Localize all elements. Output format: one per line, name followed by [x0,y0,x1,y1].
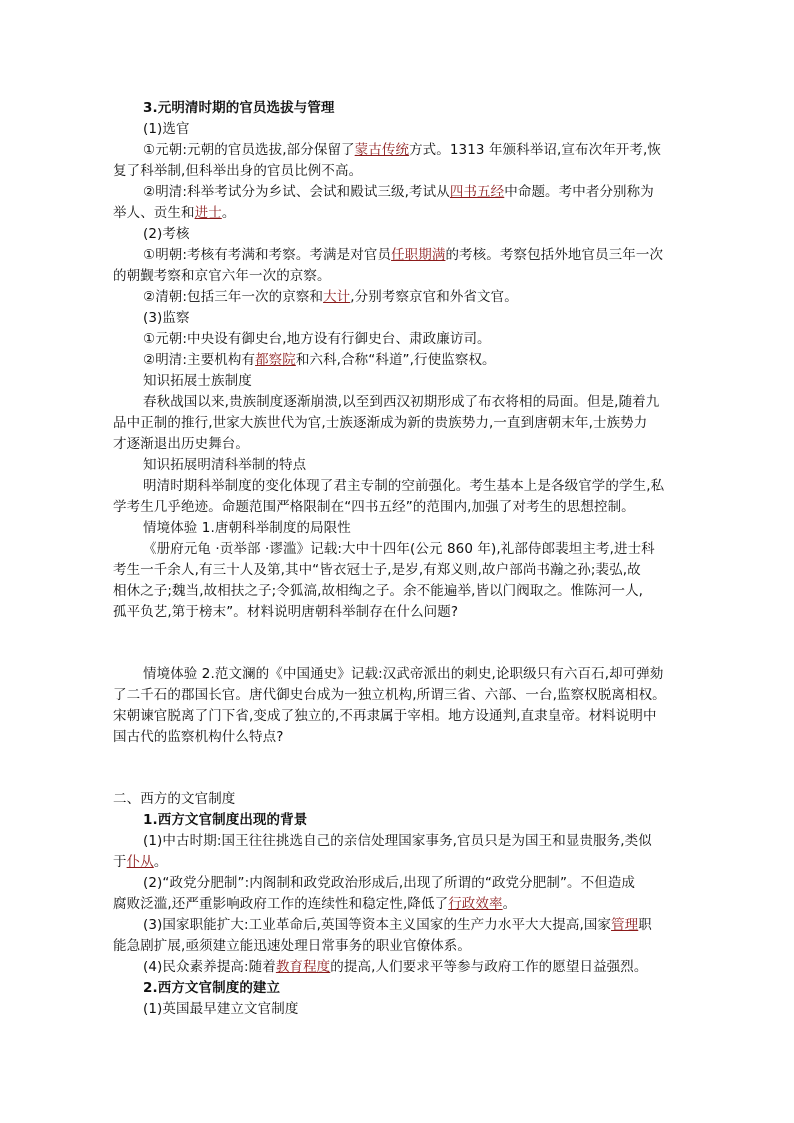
paragraph-line: ①明朝:考核有考满和考察。考满是对官员任职期满的考核。考察包括外地官员三年一次 [143,247,664,263]
paragraph-line: ②明清:科举考试分为乡试、会试和殿试三级,考试从四书五经中命题。考中者分别称为 [143,184,654,200]
paragraph-line: 复了科举制,但科举出身的官员比例不高。 [113,163,363,179]
paragraph-line: (2)“政党分肥制”:内阁制和政党政治形成后,出现了所谓的“政党分肥制”。不但造成 [143,875,636,891]
paragraph-line: 腐败泛滥,还严重影响政府工作的连续性和稳定性,降低了行政效率。 [113,896,517,912]
paragraph-line: 相休之子;魏当,故相扶之子;令狐滈,故相绹之子。余不能遍举,皆以门阀取之。惟陈河一人, [113,583,644,599]
paragraph-line: 孤平负艺,第于榜末”。材料说明唐朝科举制存在什么问题? [113,604,459,620]
case-title: 情境体验 2.范文澜的《中国通史》记载:汉武帝派出的刺史,论职级只有六百石,却可弹劾 [143,666,664,682]
paragraph-line: 举人、贡生和进士。 [113,205,236,221]
paragraph-line: ②清朝:包括三年一次的京察和大计,分别考察京官和外省文官。 [143,289,518,305]
highlight-term: 管理 [611,917,639,933]
highlight-term: 进士 [194,205,222,221]
paragraph-line: 品中正制的推行,世家大族世代为官,士族逐渐成为新的贵族势力,一直到唐朝末年,士族势力 [113,415,648,431]
highlight-term: 行政效率 [448,896,503,912]
paragraph-line: 的朝觐考察和京官六年一次的京察。 [113,268,331,284]
paragraph-line: 宋朝谏官脱离了门下省,变成了独立的,不再隶属于宰相。地方设通判,直隶皇帝。材料说明中 [113,708,657,724]
paragraph-line: 明清时期科举制度的变化体现了君主专制的空前强化。考生基本上是各级官学的学生,私 [143,478,665,494]
paragraph-line: ②明清:主要机构有都察院和六科,合称“科道”,行使监察权。 [143,352,496,368]
paragraph-line: (3)国家职能扩大:工业革命后,英国等资本主义国家的生产力水平大大提高,国家管理职 [143,917,652,933]
subsection-heading: (1)英国最早建立文官制度 [143,1001,299,1017]
highlight-term: 四书五经 [449,184,505,200]
paragraph-line: 于仆从。 [113,854,168,870]
extension-title: 知识拓展士族制度 [143,373,252,389]
part-heading: 二、西方的文官制度 [113,791,236,807]
paragraph-line: 春秋战国以来,贵族制度逐渐崩溃,以至到西汉初期形成了布衣将相的局面。但是,随着九 [143,394,660,410]
section-title: 3.元明清时期的官员选拔与管理 [143,100,335,116]
paragraph-line: 能急剧扩展,亟须建立能迅速处理日常事务的职业官僚体系。 [113,938,471,954]
highlight-term: 大计 [323,289,351,305]
paragraph-line: 考生一千余人,有三十人及第,其中“皆衣冠士子,是岁,有郑义则,故户部尚书瀚之孙;裴弘,故 [113,562,641,578]
section-title: 1.西方文官制度出现的背景 [143,812,308,828]
paragraph-line: ①元朝:中央设有御史台,地方设有行御史台、肃政廉访司。 [143,331,491,347]
paragraph-line: 了二千石的郡国长官。唐代御史台成为一独立机构,所谓三省、六部、一台,监察权脱离相权。 [113,687,666,703]
subsection-heading: (3)监察 [143,310,190,326]
highlight-term: 仆从 [126,854,154,870]
case-title: 情境体验 1.唐朝科举制度的局限性 [143,520,351,536]
subsection-heading: (1)选官 [143,121,190,137]
highlight-term: 任职期满 [391,247,446,263]
highlight-term: 都察院 [255,352,296,368]
paragraph-line: 《册府元龟 ·贡举部 ·谬滥》记载:大中十四年(公元 860 年),礼部侍郎裴坦主考,进士科 [143,541,655,557]
paragraph-line: (4)民众素养提高:随着教育程度的提高,人们要求平等参与政府工作的愿望日益强烈。 [143,959,648,975]
highlight-term: 教育程度 [275,959,331,975]
extension-title: 知识拓展明清科举制的特点 [143,457,307,473]
highlight-term: 蒙古传统 [354,142,410,158]
paragraph-line: ①元朝:元朝的官员选拔,部分保留了蒙古传统方式。1313 年颁科举诏,宣布次年开考,恢 [143,142,661,158]
paragraph-line: 国古代的监察机构什么特点? [113,729,284,745]
section-title: 2.西方文官制度的建立 [143,980,281,996]
paragraph-line: 学考生几乎绝迹。命题范围严格限制在“四书五经”的范围内,加强了对考生的思想控制。 [113,499,635,515]
paragraph-line: 才逐渐退出历史舞台。 [113,436,249,452]
paragraph-line: (1)中古时期:国王往往挑选自己的亲信处理国家事务,官员只是为国王和显贵服务,类似 [143,833,652,849]
subsection-heading: (2)考核 [143,226,190,242]
